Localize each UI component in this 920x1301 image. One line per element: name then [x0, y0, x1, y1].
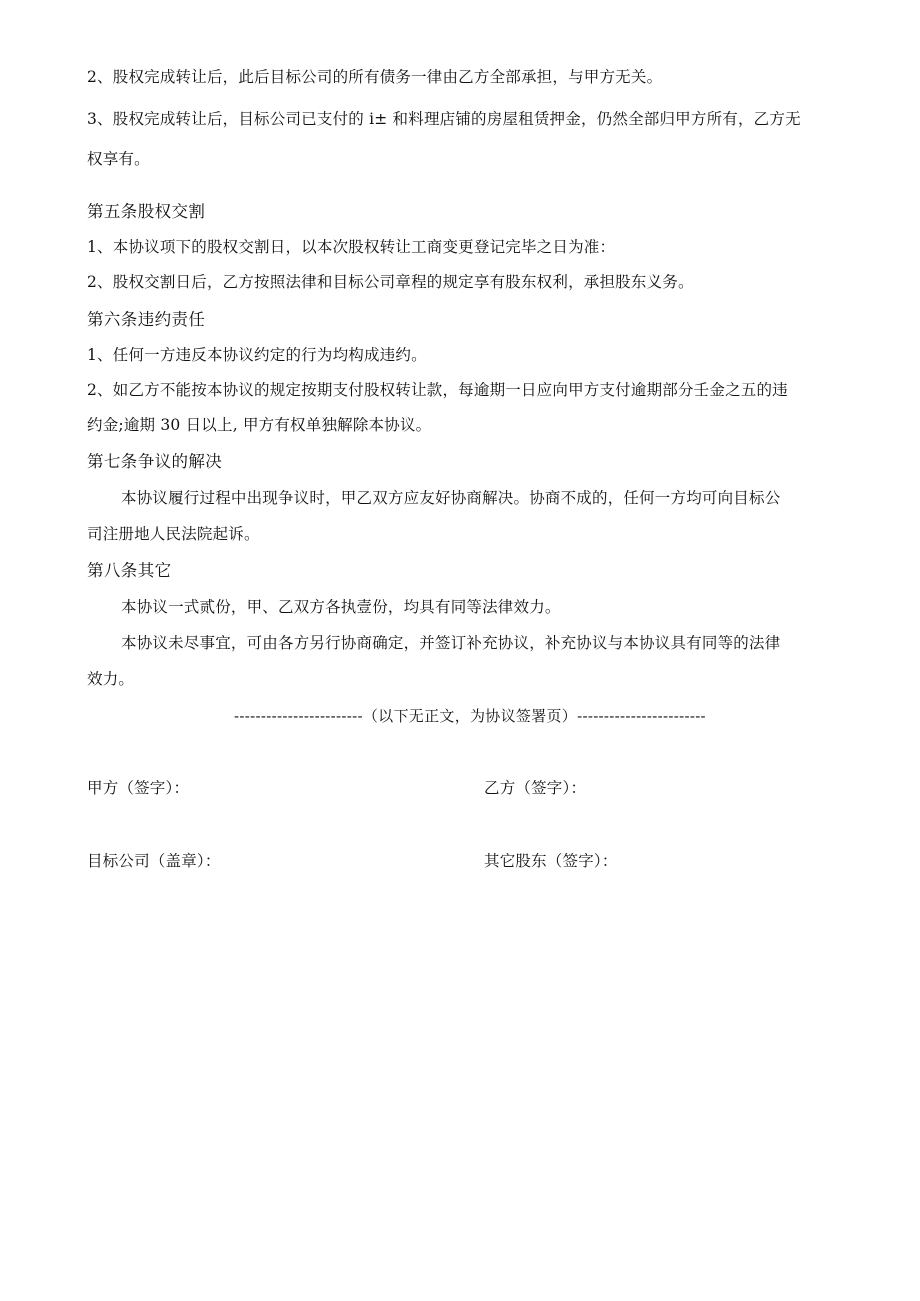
clause-8-body-2-line-2: 效力。 — [87, 670, 135, 688]
party-b-signature-label: 乙方（签字）： — [484, 779, 587, 797]
clause-4-item-3-line-2: 权享有。 — [87, 150, 150, 168]
clause-4-item-2: 2、股权完成转让后，此后目标公司的所有债务一律由乙方全部承担，与甲方无关。 — [87, 68, 663, 86]
clause-5-item-2: 2、股权交割日后，乙方按照法律和目标公司章程的规定享有股东权利，承担股东义务。 — [87, 273, 694, 291]
other-shareholders-signature-label: 其它股东（签字）： — [484, 852, 618, 870]
end-of-text-divider: ------------------------（以下无正文，为协议签署页）------------------------ — [234, 707, 706, 725]
clause-7-body-line-2: 司注册地人民法院起诉。 — [87, 525, 260, 543]
target-company-seal-label: 目标公司（盖章）： — [87, 852, 221, 870]
clause-4-item-3-line-1: 3、股权完成转让后，目标公司已支付的 i± 和料理店铺的房屋租赁押金，仍然全部归甲方所有，乙方无 — [87, 110, 801, 128]
clause-5-item-1: 1、本协议项下的股权交割日，以本次股权转让工商变更登记完毕之日为准： — [87, 238, 616, 256]
clause-7-heading: 第七条争议的解决 — [87, 452, 223, 471]
clause-6-heading: 第六条违约责任 — [87, 310, 206, 329]
clause-6-item-2-line-1: 2、如乙方不能按本协议的规定按期支付股权转让款，每逾期一日应向甲方支付逾期部分壬金之五的违 — [87, 381, 788, 399]
clause-5-heading: 第五条股权交割 — [87, 202, 206, 221]
party-a-signature-label: 甲方（签字）： — [87, 779, 190, 797]
clause-8-body-2-line-1: 本协议未尽事宜，可由各方另行协商确定，并签订补充协议，补充协议与本协议具有同等的法律 — [121, 634, 781, 652]
clause-8-heading: 第八条其它 — [87, 561, 172, 580]
clause-7-body-line-1: 本协议履行过程中出现争议时，甲乙双方应友好协商解决。协商不成的，任何一方均可向目标公 — [121, 489, 781, 507]
clause-8-body-1: 本协议一式贰份，甲、乙双方各执壹份，均具有同等法律效力。 — [121, 598, 561, 616]
clause-6-item-1: 1、任何一方违反本协议约定的行为均构成违约。 — [87, 346, 427, 364]
clause-6-item-2-line-2: 约金;逾期 30 日以上, 甲方有权单独解除本协议。 — [87, 416, 432, 434]
